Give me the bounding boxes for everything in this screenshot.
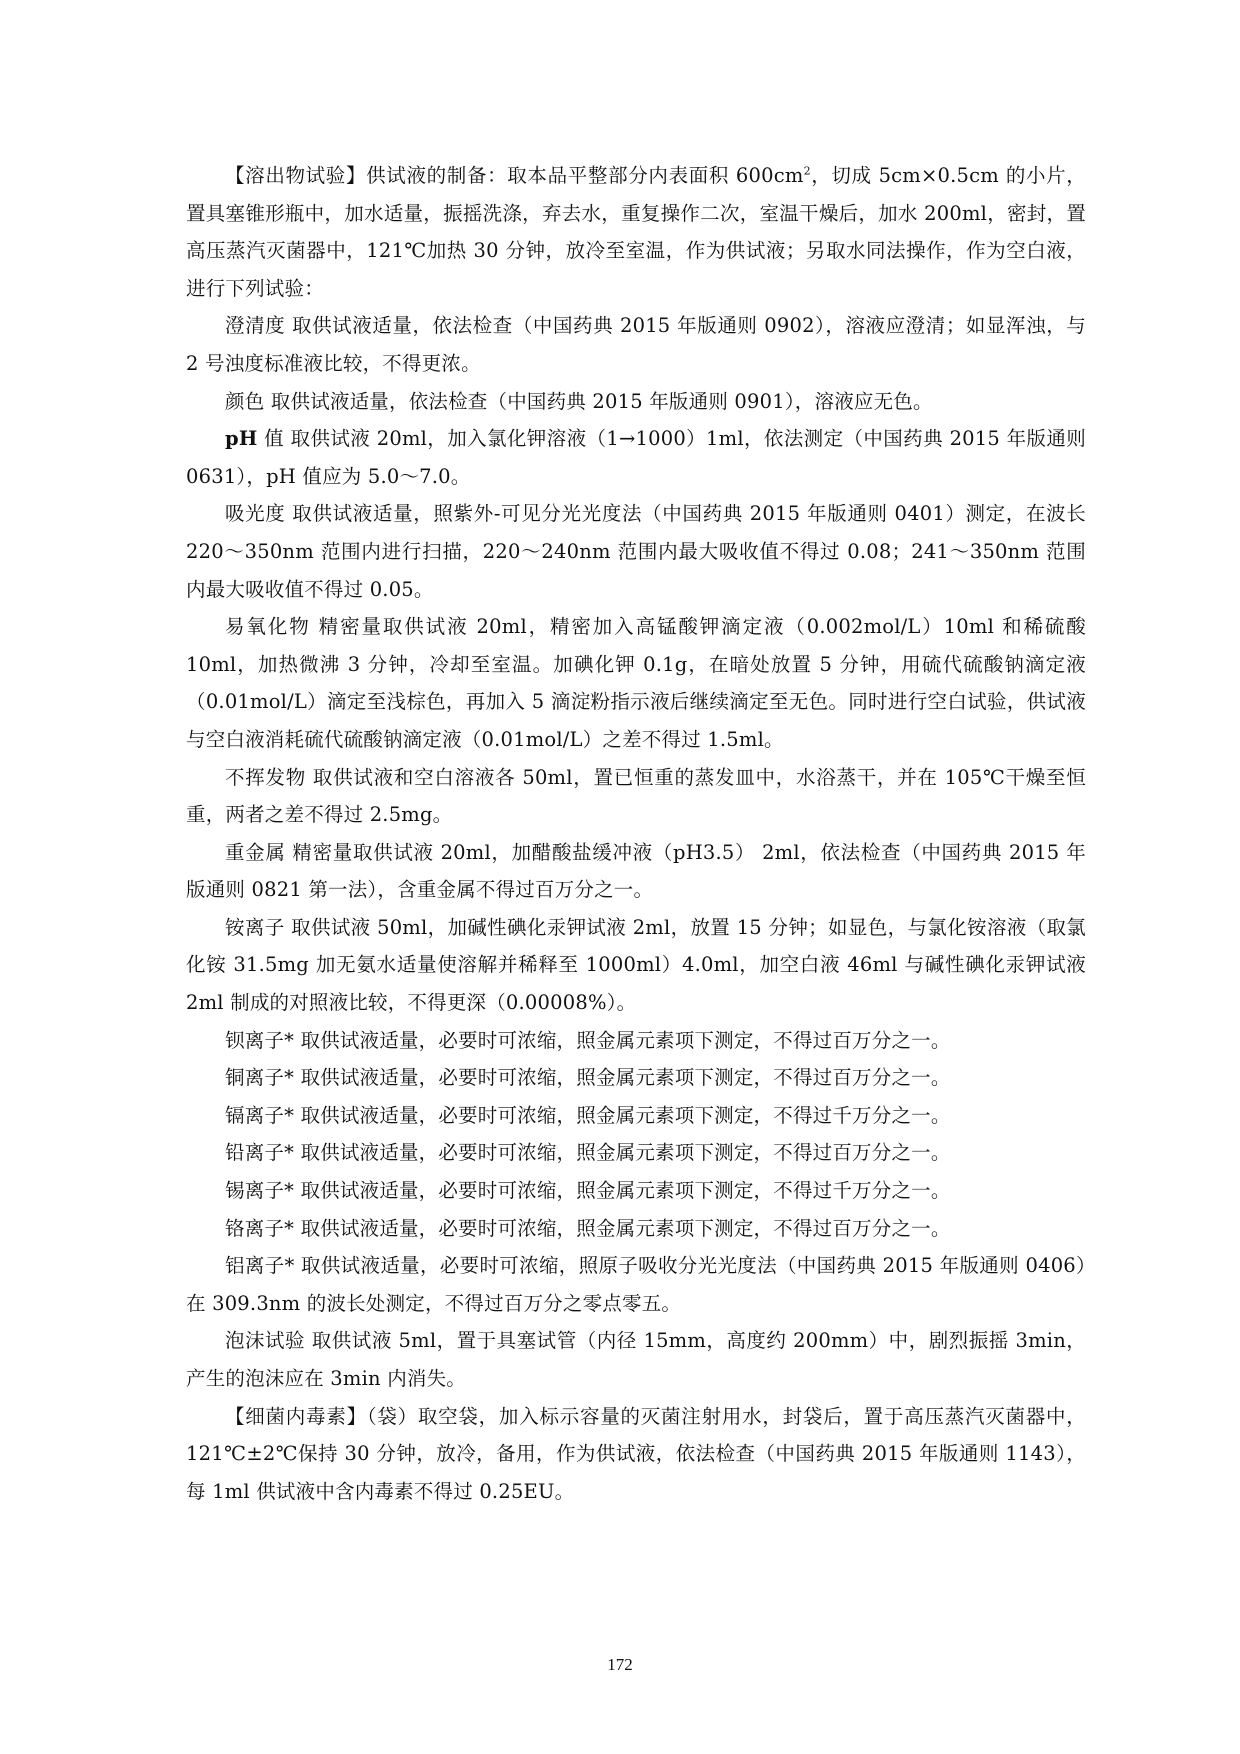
section-heading-dissolution: 【溶出物试验】 <box>225 164 367 187</box>
document-body <box>186 157 1086 1510</box>
paragraph-aluminum: 铝离子* 取供试液适量，必要时可浓缩，照原子吸收分光光度法（中国药典 2015 年版通则 0406）在 309.3nm 的波长处测定，不得过百万分之零点零五。 <box>186 1254 1086 1315</box>
paragraph-chromium: 铬离子* 取供试液适量，必要时可浓缩，照金属元素项下测定，不得过百万分之一。 <box>225 1216 951 1240</box>
paragraph-dissolution-test <box>186 157 1086 307</box>
paragraph-text: 值 取供试液 20ml，加入氯化钾溶液（1→1000）1ml，依法测定（中国药典 2015 年版通则 0631），pH 值应为 5.0～7.0。 <box>186 427 1086 488</box>
paragraph-ph <box>186 420 1086 495</box>
paragraph-ammonium: 铵离子 取供试液 50ml，加碱性碘化汞钾试液 2ml，放置 15 分钟；如显色，与氯化铵溶液（取氯化铵 31.5mg 加无氨水适量使溶解并稀释至 1000ml）4.0ml，加空白液 46ml 与碱性碘化汞钾试液 2ml 制成的对照液比较，不得更深（0.00008%）。 <box>186 915 1086 1015</box>
paragraph-clarity: 澄清度 取供试液适量，依法检查（中国药典 2015 年版通则 0902），溶液应澄清；如显浑浊，与 2 号浊度标准液比较，不得更浓。 <box>186 314 1086 375</box>
paragraph-text: ，切成 5cm×0.5cm 的小片，置具塞锥形瓶中，加水适量，振摇洗涤，弃去水，重复操作二次，室温干燥后，加水 200ml，密封，置高压蒸汽灭菌器中，121℃加热 30 分钟，放冷至室温，作为供试液；另取水同法操作，作为空白液，进行下列试验： <box>186 164 1087 300</box>
paragraph-text: 供试液的制备：取本品平整部分内表面积 600cm <box>366 164 804 187</box>
paragraph-endotoxin <box>186 1398 1086 1511</box>
paragraph-heavy-metals: 重金属 精密量取供试液 20ml，加醋酸盐缓冲液（pH3.5） 2ml，依法检查（中国药典 2015 年版通则 0821 第一法），含重金属不得过百万分之一。 <box>186 840 1086 902</box>
paragraph-absorbance: 吸光度 取供试液适量，照紫外-可见分光光度法（中国药典 2015 年版通则 0401）测定，在波长 220～350nm 范围内进行扫描，220～240nm 范围内最大吸收值不得过 0.08；241～350nm 范围内最大吸收值不得过 0.05。 <box>186 502 1086 601</box>
paragraph-foam-test: 泡沫试验 取供试液 5ml，置于具塞试管（内径 15mm，高度约 200mm）中，剧烈振摇 3min，产生的泡沫应在 3min 内消失。 <box>186 1329 1086 1390</box>
paragraph-tin: 锡离子* 取供试液适量，必要时可浓缩，照金属元素项下测定，不得过千万分之一。 <box>225 1179 951 1203</box>
paragraph-oxidizable: 易氧化物 精密量取供试液 20ml，精密加入高锰酸钾滴定液（0.002mol/L）10ml 和稀硫酸 10ml，加热微沸 3 分钟，冷却至室温。加碘化钾 0.1g，在暗处放置 5 分钟，用硫代硫酸钠滴定液（0.01mol/L）滴定至浅棕色，再加入 5 滴淀粉指示液后继续滴定至无色。同时进行空白试验，供试液与空白液消耗硫代硫酸钠滴定液（0.01mol/L）之差不得过 1.5ml。 <box>186 615 1086 751</box>
paragraph-barium: 钡离子* 取供试液适量，必要时可浓缩，照金属元素项下测定，不得过百万分之一。 <box>225 1028 951 1052</box>
paragraph-copper: 铜离子* 取供试液适量，必要时可浓缩，照金属元素项下测定，不得过百万分之一。 <box>225 1066 951 1090</box>
paragraph-text: （袋）取空袋，加入标示容量的灭菌注射用水，封袋后，置于高压蒸汽灭菌器中，121℃±2℃保持 30 分钟，放冷，备用，作为供试液，依法检查（中国药典 2015 年版通则 1143），每 1ml 供试液中含内毒素不得过 0.25EU。 <box>186 1404 1086 1503</box>
paragraph-lead: 铅离子* 取供试液适量，必要时可浓缩，照金属元素项下测定，不得过百万分之一。 <box>225 1141 951 1165</box>
paragraph-color: 颜色 取供试液适量，依法检查（中国药典 2015 年版通则 0901），溶液应无色。 <box>225 389 933 413</box>
page-number: 172 <box>607 1655 633 1674</box>
section-heading-endotoxin: 【细菌内毒素】 <box>225 1404 367 1428</box>
superscript: 2 <box>803 164 811 178</box>
paragraph-nonvolatile: 不挥发物 取供试液和空白溶液各 50ml，置已恒重的蒸发皿中，水浴蒸干，并在 105℃干燥至恒重，两者之差不得过 2.5mg。 <box>186 765 1086 827</box>
paragraph-cadmium: 镉离子* 取供试液适量，必要时可浓缩，照金属元素项下测定，不得过千万分之一。 <box>225 1103 951 1127</box>
ph-label: pH <box>225 427 258 451</box>
